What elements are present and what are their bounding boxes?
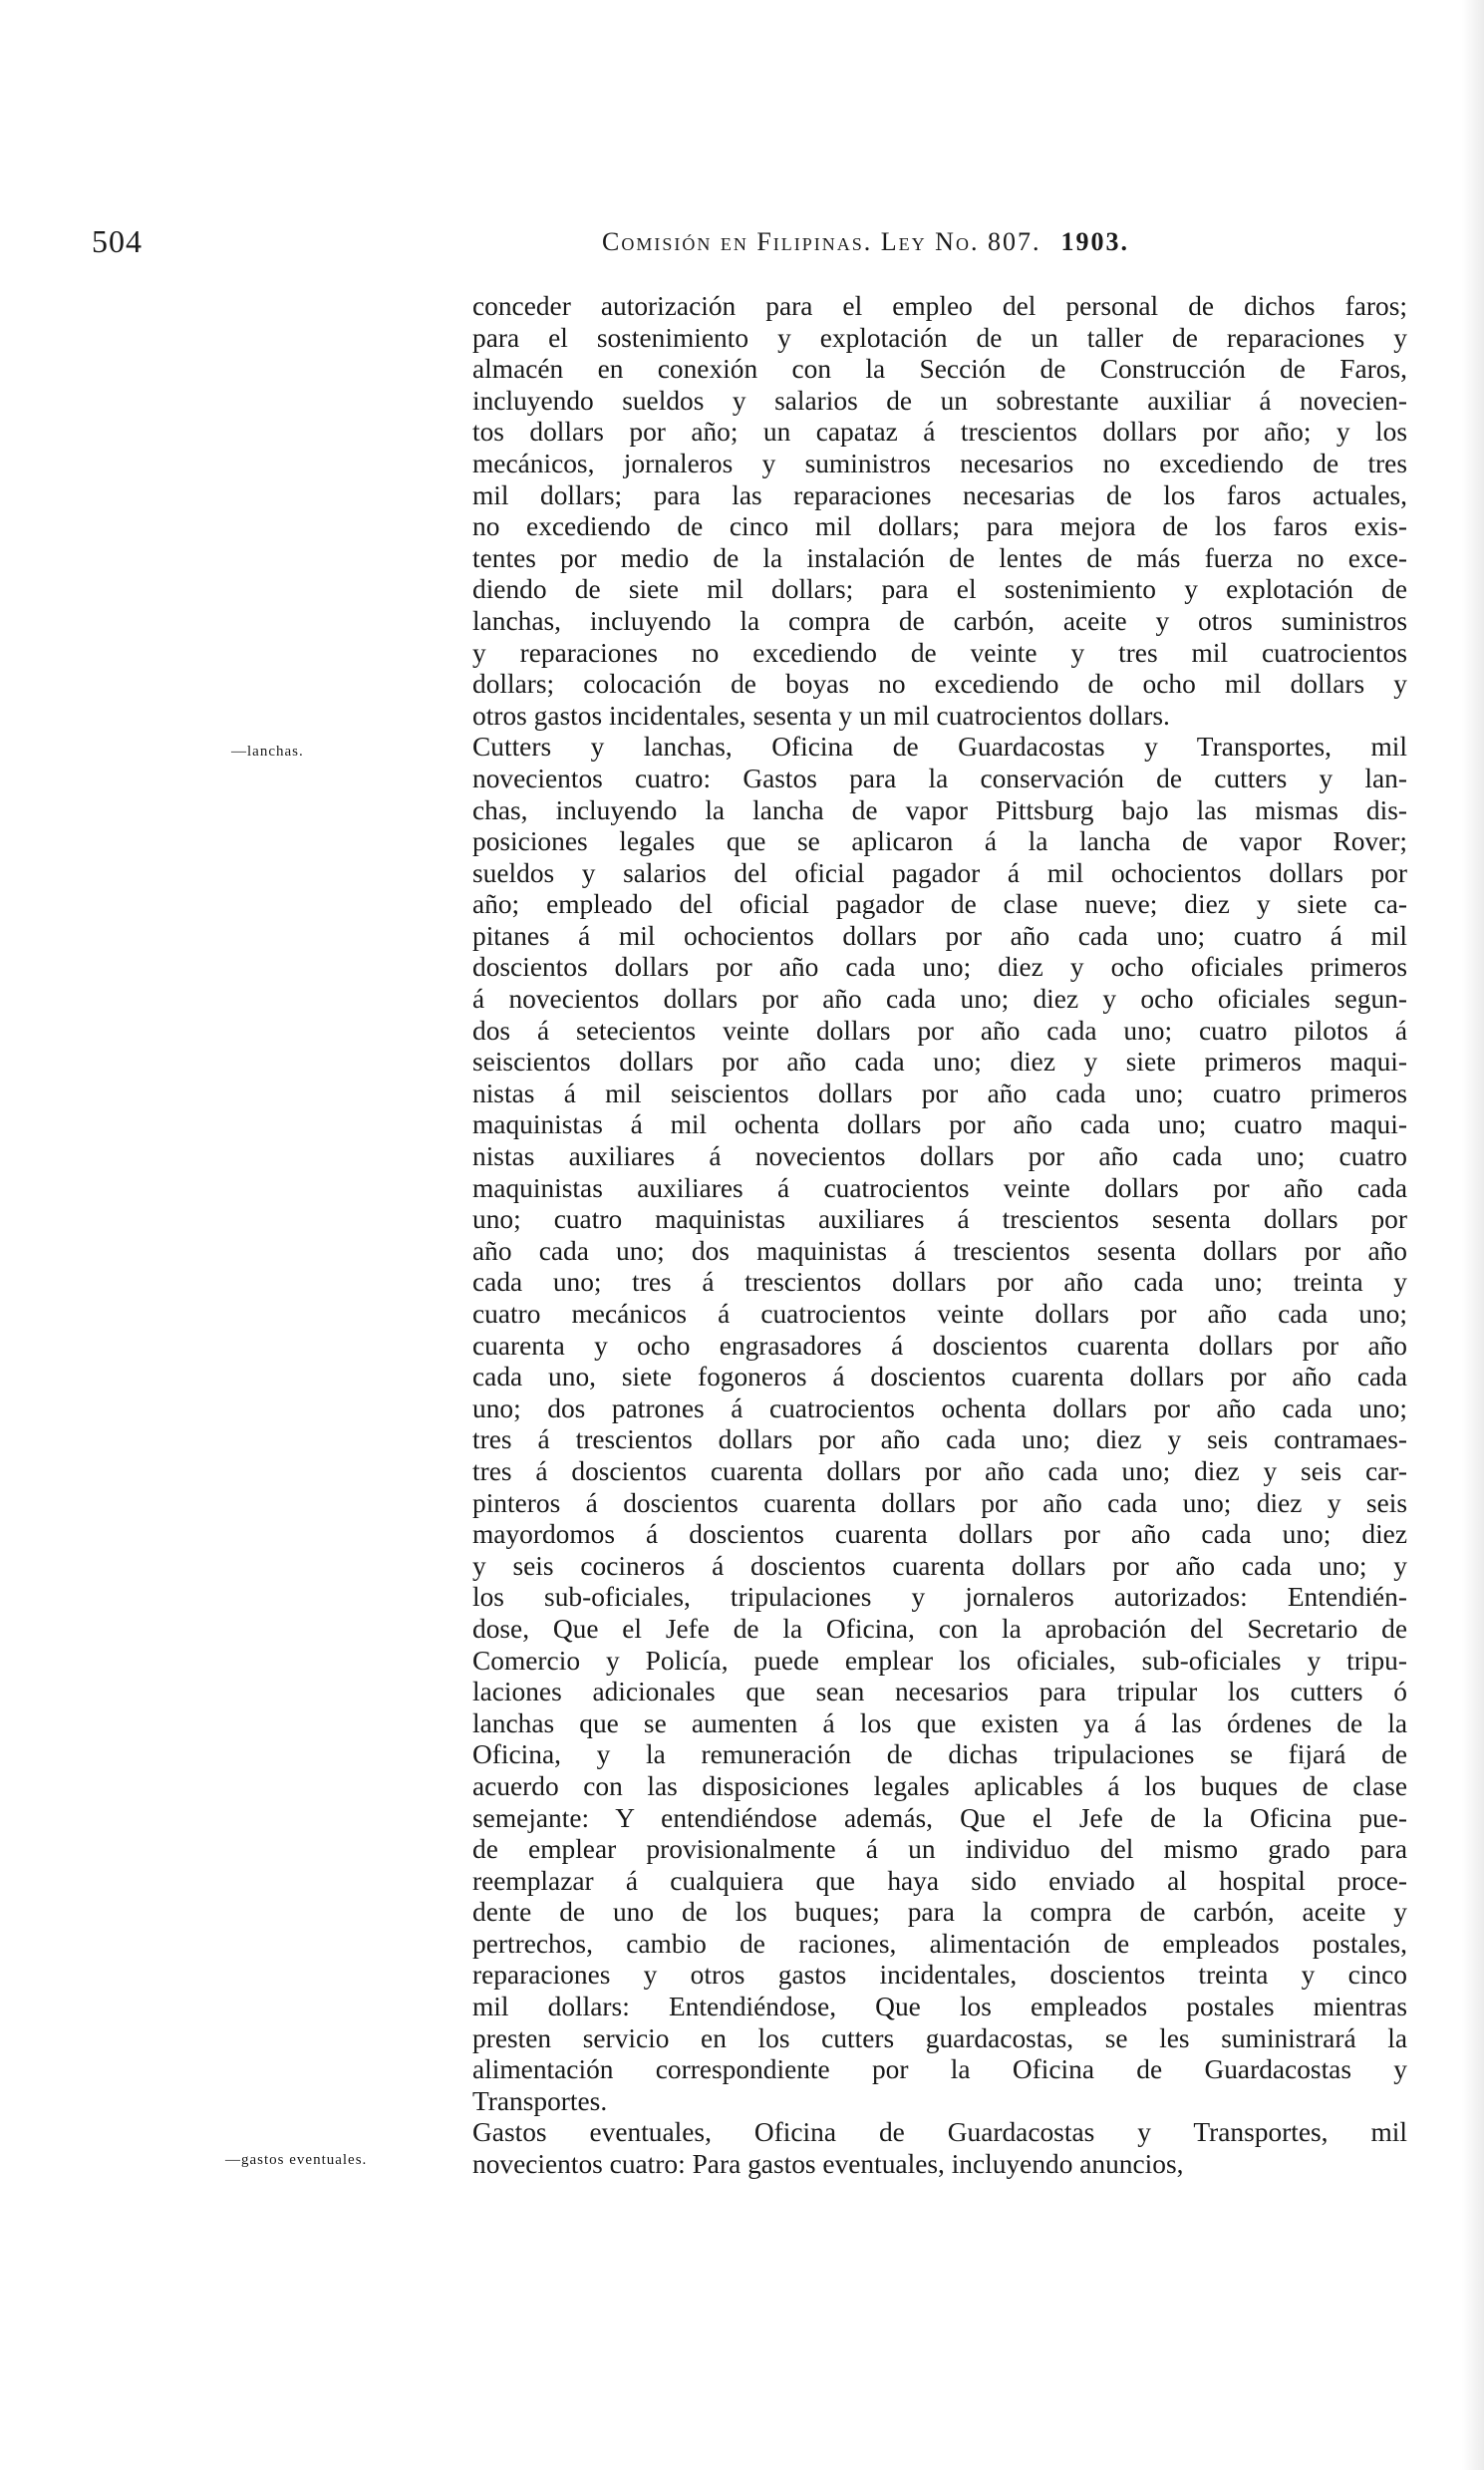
text-line: alimentación correspondiente por la Oficina de Guardacostas y — [472, 2054, 1407, 2085]
text-line: nistas á mil seiscientos dollars por año cada uno; cuatro primeros — [472, 1078, 1407, 1108]
text-line: presten servicio en los cutters guardacostas, se les suministrará la — [472, 2022, 1407, 2053]
text-line: sueldos y salarios del oficial pagador á mil ochocientos dollars por — [472, 857, 1407, 888]
text-line: seiscientos dollars por año cada uno; diez y siete primeros maqui- — [472, 1047, 1407, 1078]
text-line: novecientos cuatro: Gastos para la conservación de cutters y lan- — [472, 763, 1407, 793]
text-line: de emplear provisionalmente á un individuo del mismo grado para — [472, 1834, 1407, 1865]
text-line: Oficina, y la remuneración de dichas tripulaciones se fijará de — [472, 1739, 1407, 1770]
text-line: posiciones legales que se aplicaron á la lancha de vapor Rover; — [472, 826, 1407, 857]
text-line: cuarenta y ocho engrasadores á doscientos cuarenta dollars por año — [472, 1330, 1407, 1361]
text-line: mayordomos á doscientos cuarenta dollars por año cada uno; diez — [472, 1519, 1407, 1550]
text-line: laciones adicionales que sean necesarios para tripular los cutters ó — [472, 1677, 1407, 1707]
text-line: Cutters y lanchas, Oficina de Guardacostas y Transportes, mil — [472, 732, 1407, 763]
text-line: acuerdo con las disposiciones legales aplicables á los buques de clase — [472, 1770, 1407, 1801]
page-number: 504 — [92, 223, 143, 259]
text-line: mecánicos, jornaleros y suministros necesarios no excediendo de tres — [472, 448, 1407, 478]
text-line: y seis cocineros á doscientos cuarenta dollars por año cada uno; y — [472, 1550, 1407, 1581]
text-line: cuatro mecánicos á cuatrocientos veinte dollars por año cada uno; — [472, 1299, 1407, 1329]
text-line: semejante: Y entendiéndose además, Que el Jefe de la Oficina pue- — [472, 1802, 1407, 1833]
text-line: mil dollars: Entendiéndose, Que los empleados postales mientras — [472, 1992, 1407, 2022]
text-line: cada uno; tres á trescientos dollars por año cada uno; treinta y — [472, 1267, 1407, 1298]
text-line: á novecientos dollars por año cada uno; diez y ocho oficiales segun- — [472, 984, 1407, 1015]
text-line: maquinistas á mil ochenta dollars por año cada uno; cuatro maqui- — [472, 1109, 1407, 1140]
text-line: uno; cuatro maquinistas auxiliares á trescientos sesenta dollars por — [472, 1204, 1407, 1235]
text-line: y reparaciones no excediendo de veinte y tres mil cuatrocientos — [472, 637, 1407, 668]
text-line: nistas auxiliares á novecientos dollars por año cada uno; cuatro — [472, 1141, 1407, 1172]
text-line: los sub-oficiales, tripulaciones y jornaleros autorizados: Entendién- — [472, 1582, 1407, 1613]
text-line: año; empleado del oficial pagador de clase nueve; diez y siete ca- — [472, 889, 1407, 920]
running-head-year: 1903. — [1060, 227, 1129, 256]
text-line: lanchas, incluyendo la compra de carbón, aceite y otros suministros — [472, 605, 1407, 636]
text-line: dente de uno de los buques; para la compra de carbón, aceite y — [472, 1897, 1407, 1928]
text-line: cada uno, siete fogoneros á doscientos cuarenta dollars por año cada — [472, 1362, 1407, 1392]
text-line: dose, Que el Jefe de la Oficina, con la aprobación del Secretario de — [472, 1613, 1407, 1644]
text-line: diendo de siete mil dollars; para el sostenimiento y explotación de — [472, 574, 1407, 605]
text-line: doscientos dollars por año cada uno; diez y ocho oficiales primeros — [472, 952, 1407, 983]
text-line: no excediendo de cinco mil dollars; para mejora de los faros exis- — [472, 511, 1407, 542]
text-line: tentes por medio de la instalación de lentes de más fuerza no exce- — [472, 542, 1407, 573]
text-line: uno; dos patrones á cuatrocientos ochenta dollars por año cada uno; — [472, 1392, 1407, 1423]
running-head-title: Comisión en Filipinas. Ley No. 807. — [602, 227, 1041, 256]
page-edge-shadow — [1462, 0, 1484, 2470]
text-line: pinteros á doscientos cuarenta dollars por año cada uno; diez y seis — [472, 1487, 1407, 1518]
text-line: novecientos cuatro: Para gastos eventuales, incluyendo anuncios, — [472, 2149, 1184, 2180]
text-line: almacén en conexión con la Sección de Construcción de Faros, — [472, 354, 1407, 385]
text-line: maquinistas auxiliares á cuatrocientos veinte dollars por año cada — [472, 1172, 1407, 1203]
text-line: mil dollars; para las reparaciones necesarias de los faros actuales, — [472, 479, 1407, 510]
text-line: tres á doscientos cuarenta dollars por año cada uno; diez y seis car- — [472, 1455, 1407, 1486]
text-line: conceder autorización para el empleo del personal de dichos faros; — [472, 291, 1407, 321]
text-line: pertrechos, cambio de raciones, alimentación de empleados postales, — [472, 1928, 1407, 1959]
text-line: Gastos eventuales, Oficina de Guardacostas y Transportes, mil — [472, 2117, 1407, 2148]
text-line: año cada uno; dos maquinistas á trescientos sesenta dollars por año — [472, 1235, 1407, 1266]
text-line: Transportes. — [472, 2085, 608, 2116]
page-header — [92, 223, 1407, 267]
body-text — [472, 291, 1407, 2181]
running-head — [602, 227, 1129, 257]
text-line: tos dollars por año; un capataz á trescientos dollars por año; y los — [472, 417, 1407, 448]
text-line: tres á trescientos dollars por año cada uno; diez y seis contramaes- — [472, 1424, 1407, 1455]
text-line: pitanes á mil ochocientos dollars por año cada uno; cuatro á mil — [472, 920, 1407, 951]
text-line: chas, incluyendo la lancha de vapor Pittsburg bajo las mismas dis- — [472, 794, 1407, 825]
margin-note-lanchas: —lanchas. — [231, 744, 304, 760]
text-line: para el sostenimiento y explotación de un taller de reparaciones y — [472, 322, 1407, 353]
text-line: reparaciones y otros gastos incidentales, doscientos treinta y cinco — [472, 1960, 1407, 1991]
margin-note-gastos-eventuales: —gastos eventuales. — [225, 2152, 368, 2168]
text-line: dollars; colocación de boyas no excediendo de ocho mil dollars y — [472, 669, 1407, 700]
text-line: incluyendo sueldos y salarios de un sobrestante auxiliar á novecien- — [472, 385, 1407, 416]
text-line: reemplazar á cualquiera que haya sido enviado al hospital proce- — [472, 1865, 1407, 1896]
text-line: lanchas que se aumenten á los que existen ya á las órdenes de la — [472, 1707, 1407, 1738]
text-line: otros gastos incidentales, sesenta y un mil cuatrocientos dollars. — [472, 700, 1170, 731]
text-line: dos á setecientos veinte dollars por año cada uno; cuatro pilotos á — [472, 1015, 1407, 1046]
text-line: Comercio y Policía, puede emplear los oficiales, sub-oficiales y tripu- — [472, 1645, 1407, 1676]
